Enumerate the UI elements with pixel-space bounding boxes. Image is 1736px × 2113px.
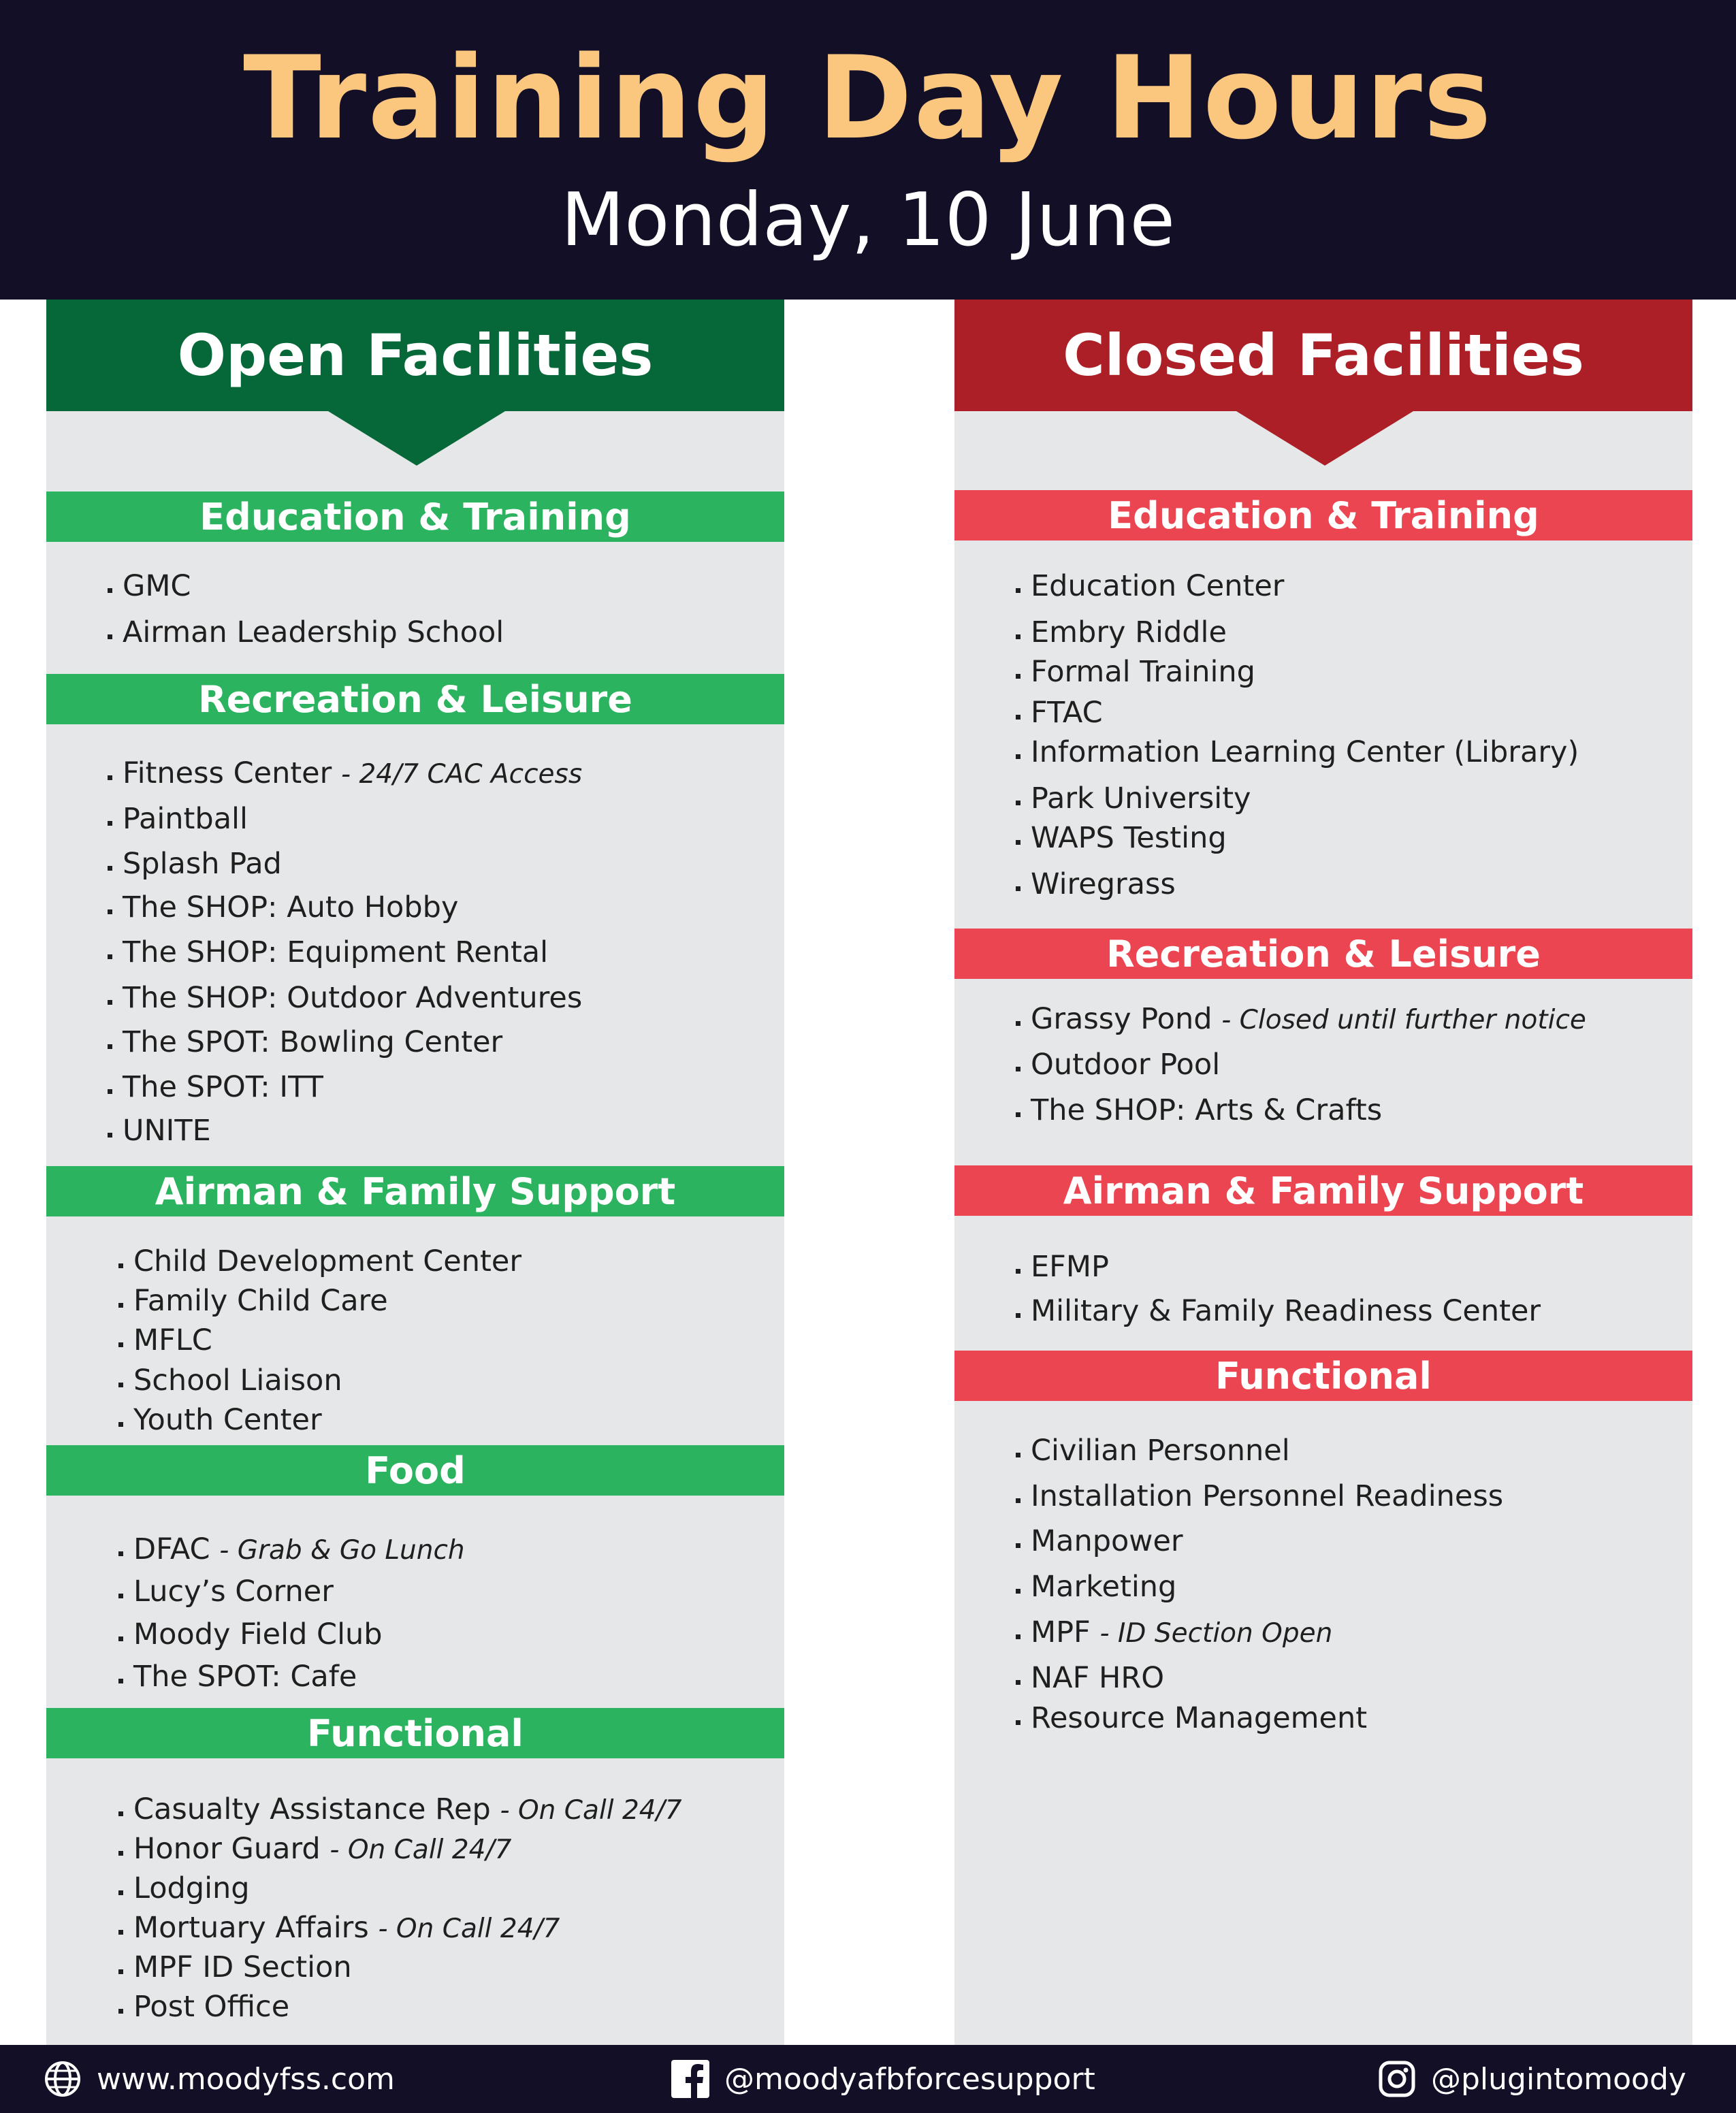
facility-name: The SHOP: Equipment Rental: [123, 935, 549, 969]
facility-list-item: [954, 569, 1285, 603]
facility-name: The SHOP: Auto Hobby: [123, 890, 459, 924]
facility-name: Lodging: [133, 1871, 250, 1905]
facility-name: GMC: [123, 569, 191, 603]
facility-list-item: [46, 802, 248, 836]
facility-list-item: [57, 1244, 522, 1278]
closed-section-airman-family-support: [954, 1165, 1692, 1216]
facility-list-item: [954, 867, 1176, 901]
website-label: www.moodyfss.com: [97, 2061, 395, 2097]
facility-list-item: [954, 1524, 1183, 1558]
facility-list-item: [954, 615, 1227, 649]
facility-list-item: [46, 615, 504, 649]
page-footer: [0, 2045, 1736, 2113]
facility-list-item: [954, 1093, 1383, 1127]
section-title: Recreation & Leisure: [46, 674, 784, 724]
section-title: Recreation & Leisure: [954, 929, 1692, 979]
facility-list-item: [954, 1436, 1290, 1466]
facility-note: - Grab & Go Lunch: [219, 1535, 465, 1566]
facility-name: UNITE: [123, 1114, 211, 1148]
facility-list-item: [57, 1284, 388, 1318]
facility-list-item: [57, 1577, 334, 1607]
facility-list-item: [57, 1792, 682, 1826]
facility-note: - Closed until further notice: [1221, 1005, 1586, 1035]
facility-name: EFMP: [1031, 1250, 1109, 1284]
facility-name: MPF: [1031, 1615, 1091, 1649]
facility-name: Formal Training: [1031, 655, 1255, 689]
footer-facebook[interactable]: [671, 2045, 1095, 2113]
facility-name: Embry Riddle: [1031, 615, 1227, 649]
facility-list-item: [57, 1871, 250, 1905]
section-title: Education & Training: [954, 490, 1692, 541]
facility-name: WAPS Testing: [1031, 821, 1227, 855]
facility-note: - 24/7 CAC Access: [341, 759, 583, 790]
facility-list-item: [57, 1617, 383, 1651]
facility-name: MPF ID Section: [133, 1950, 352, 1984]
closed-section-functional: [954, 1351, 1692, 1401]
facility-name: The SHOP: Outdoor Adventures: [123, 981, 583, 1015]
open-pointer-arrow: [328, 411, 505, 466]
facility-name: The SHOP: Arts & Crafts: [1031, 1093, 1383, 1127]
facility-list-item: [954, 1661, 1165, 1695]
facility-note: - On Call 24/7: [329, 1835, 512, 1865]
facility-name: Post Office: [133, 1990, 290, 2024]
facility-name: DFAC: [133, 1532, 210, 1566]
facility-name: Family Child Care: [133, 1284, 388, 1318]
section-title: Education & Training: [46, 491, 784, 542]
facility-name: The SPOT: ITT: [123, 1070, 323, 1104]
closed-section-recreation-leisure: [954, 929, 1692, 979]
section-title: Functional: [954, 1351, 1692, 1401]
facility-name: Military & Family Readiness Center: [1031, 1294, 1541, 1328]
facility-name: Wiregrass: [1031, 867, 1176, 901]
facility-list-item: [57, 1532, 465, 1566]
facility-name: Park University: [1031, 781, 1251, 816]
facility-list-item: [46, 847, 282, 881]
facility-list-item: [57, 1366, 342, 1396]
closed-facilities-column: [954, 300, 1692, 2045]
facility-list-item: [57, 1662, 357, 1692]
facility-note: - On Call 24/7: [378, 1914, 560, 1944]
open-facilities-column: [46, 300, 784, 2045]
instagram-handle: @plugintomoody: [1431, 2061, 1686, 2097]
open-section-recreation-leisure: [46, 674, 784, 724]
facility-list-item: [954, 1615, 1333, 1649]
section-title: Airman & Family Support: [46, 1166, 784, 1216]
facility-name: The SPOT: Bowling Center: [123, 1025, 503, 1059]
facility-list-item: [57, 1911, 560, 1945]
facility-list-item: [954, 1572, 1176, 1602]
facility-list-item: [954, 1250, 1109, 1284]
facility-list-item: [57, 1403, 322, 1437]
facility-name: Outdoor Pool: [1031, 1048, 1221, 1082]
facility-list-item: [954, 1050, 1220, 1080]
page-header: [0, 0, 1736, 300]
facility-name: Marketing: [1031, 1570, 1177, 1604]
open-section-education-training: [46, 491, 784, 542]
facility-name: Fitness Center: [123, 756, 332, 790]
open-section-functional: [46, 1708, 784, 1758]
facility-name: Mortuary Affairs: [133, 1911, 369, 1945]
facility-name: Manpower: [1031, 1524, 1183, 1558]
facility-list-item: [954, 698, 1103, 728]
page-title: Training Day Hours: [243, 31, 1493, 165]
facility-name: Paintball: [123, 802, 248, 836]
facility-name: Splash Pad: [123, 847, 282, 881]
facility-list-item: [954, 781, 1251, 816]
open-section-airman-family-support: [46, 1166, 784, 1216]
facility-list-item: [954, 821, 1227, 855]
footer-instagram[interactable]: [1378, 2045, 1686, 2113]
facility-name: School Liaison: [133, 1364, 342, 1398]
facility-name: Resource Management: [1031, 1701, 1368, 1735]
facility-name: MFLC: [133, 1323, 212, 1357]
facility-list-item: [46, 935, 549, 969]
facebook-icon: [671, 2060, 709, 2098]
facility-list-item: [954, 655, 1255, 689]
closed-facilities-heading: Closed Facilities: [954, 300, 1692, 411]
facility-list-item: [954, 1002, 1586, 1036]
instagram-icon: [1378, 2060, 1416, 2098]
facility-list-item: [46, 981, 583, 1015]
section-title: Airman & Family Support: [954, 1165, 1692, 1216]
facility-list-item: [46, 1116, 211, 1146]
facility-list-item: [46, 569, 191, 603]
closed-pointer-arrow: [1236, 411, 1413, 466]
facility-name: Airman Leadership School: [123, 615, 504, 649]
facility-name: NAF HRO: [1031, 1661, 1165, 1695]
facility-list-item: [57, 1950, 352, 1984]
facility-name: Casualty Assistance Rep: [133, 1792, 491, 1826]
footer-website[interactable]: [44, 2045, 395, 2113]
facility-list-item: [57, 1832, 512, 1866]
facility-list-item: [46, 890, 459, 924]
facility-list-item: [954, 1701, 1368, 1735]
facility-name: Child Development Center: [133, 1244, 522, 1278]
closed-section-education-training: [954, 490, 1692, 541]
facebook-handle: @moodyafbforcesupport: [724, 2061, 1095, 2097]
facility-name: Education Center: [1031, 569, 1285, 603]
page-date: Monday, 10 June: [561, 178, 1175, 263]
section-title: Functional: [46, 1708, 784, 1758]
section-title: Food: [46, 1445, 784, 1496]
globe-icon: [44, 2060, 82, 2098]
facility-list-item: [954, 1479, 1504, 1513]
facility-list-item: [46, 756, 583, 790]
facility-note: - On Call 24/7: [500, 1795, 682, 1826]
facility-list-item: [57, 1990, 290, 2024]
facility-name: Moody Field Club: [133, 1617, 383, 1651]
open-section-food: [46, 1445, 784, 1496]
facility-list-item: [57, 1323, 212, 1357]
facility-list-item: [46, 1070, 323, 1104]
facility-name: Lucy’s Corner: [133, 1575, 334, 1609]
facility-name: Civilian Personnel: [1031, 1434, 1290, 1468]
facility-name: The SPOT: Cafe: [133, 1660, 357, 1694]
facility-list-item: [46, 1025, 503, 1059]
facility-note: - ID Section Open: [1099, 1618, 1333, 1649]
facility-name: FTAC: [1031, 696, 1103, 730]
facility-name: Information Learning Center (Library): [1031, 735, 1579, 769]
facility-name: Honor Guard: [133, 1832, 321, 1866]
facility-name: Installation Personnel Readiness: [1031, 1479, 1504, 1513]
facility-name: Grassy Pond: [1031, 1002, 1212, 1036]
facility-name: Youth Center: [133, 1403, 322, 1437]
facility-list-item: [954, 735, 1579, 769]
facility-list-item: [954, 1294, 1541, 1328]
open-facilities-heading: Open Facilities: [46, 300, 784, 411]
